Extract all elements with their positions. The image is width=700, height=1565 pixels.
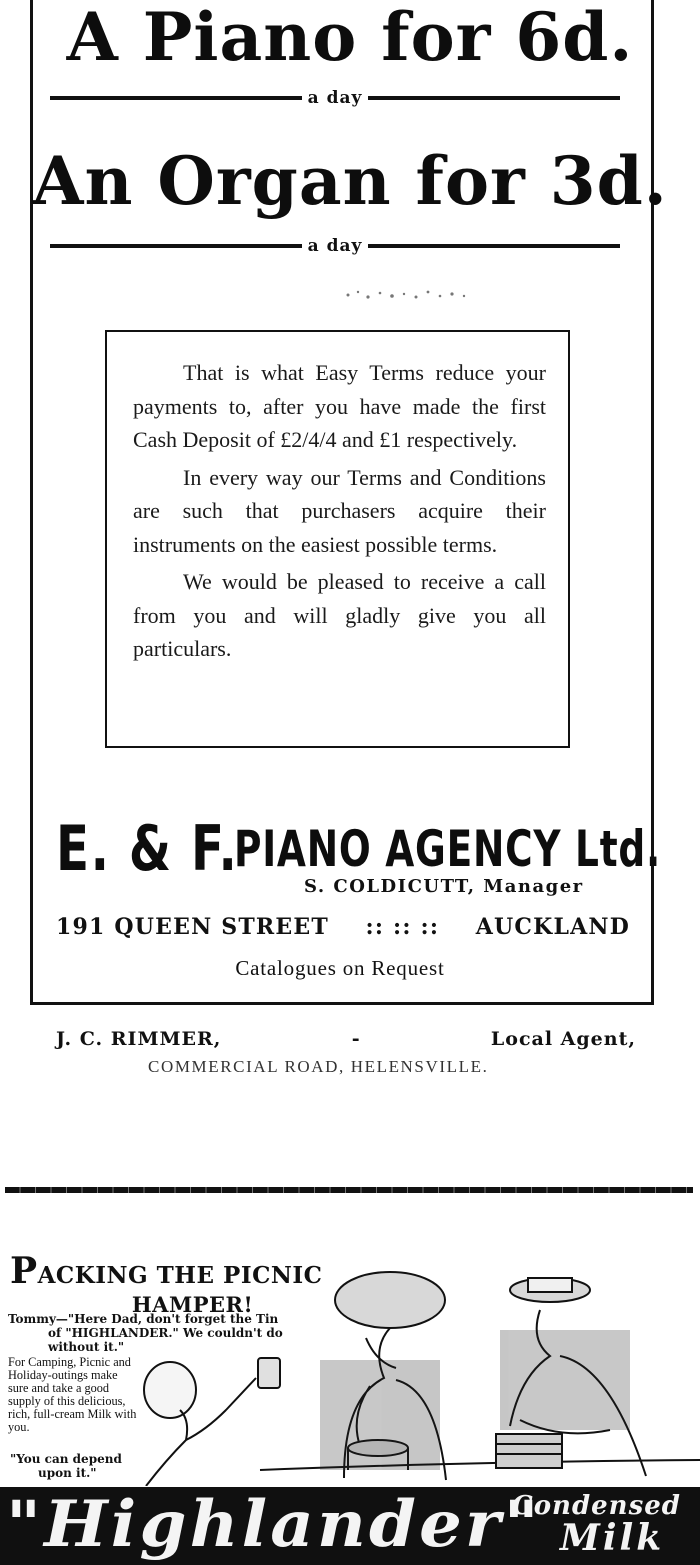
address-line [56,914,630,940]
company-rest: PIANO AGENCY Ltd. [234,820,661,878]
agent-title: Local Agent, [490,1028,636,1050]
company-initials: E. & F. [56,812,239,885]
picnic-title-cap: P [10,1250,38,1292]
woman-hat-icon [335,1272,445,1328]
child-hat-icon [144,1362,196,1418]
milk-tin-icon [258,1358,280,1388]
local-agent-line [56,1028,636,1050]
picnic-title-line2: HAMPER! [131,1292,254,1317]
tommy-line-1: Tommy—"Here Dad, don't forget the Tin [8,1312,279,1326]
rule-label: a day [307,88,363,108]
rule-label: a day [307,236,363,256]
depend-line-1: "You can depend [10,1452,122,1466]
address-separator: :: :: :: [365,914,440,940]
banner-brand: "Highlander" [6,1487,542,1562]
picnic-family-illustration [140,1240,700,1486]
print-ornament-icon [340,286,480,304]
highlander-banner [0,1487,700,1565]
address-street: 191 QUEEN STREET [56,914,329,940]
agent-name: J. C. RIMMER, [56,1028,222,1050]
tommy-line-2: of "HIGHLANDER." We couldn't do [48,1326,283,1340]
column-divider [5,1187,693,1193]
hamper-icon [496,1434,562,1468]
depend-quote [10,1452,140,1480]
rule-a-day-1 [50,88,620,108]
catalogues-line: Catalogues on Request [235,956,445,980]
manager-line: S. COLDICUTT, Manager [304,876,584,897]
terms-paragraph-2: In every way our Terms and Conditions are such that purchasers acquire their instruments on the easiest possible terms. [133,464,546,557]
banner-milk: Milk [560,1517,665,1559]
terms-paragraph-3: We would be pleased to receive a call from you and will gladly give you all particulars. [133,569,546,661]
agent-address: COMMERCIAL ROAD, HELENSVILLE. [148,1057,489,1076]
camping-text: For Camping, Picnic and Holiday-outings make sure and take a good supply of this delicious, rich, full-cream Milk with you. [8,1355,137,1435]
headline-organ: An Organ for 3d. [32,142,668,220]
terms-text-box [105,330,570,748]
picnic-title-line1: ACKING THE PICNIC [37,1262,323,1289]
headline-piano: A Piano for 6d. [66,0,634,76]
agent-dash: - [351,1028,361,1050]
rule-a-day-2 [50,236,620,256]
terms-paragraph-1: That is what Easy Terms reduce your payments to, after you have made the first Cash Deposit of £2/4/4 and £1 respectively. [133,360,546,452]
depend-line-2: upon it." [38,1466,97,1480]
address-city: AUCKLAND [475,914,630,940]
banner-condensed: Condensed [512,1491,681,1521]
tommy-line-3: without it." [48,1340,125,1354]
